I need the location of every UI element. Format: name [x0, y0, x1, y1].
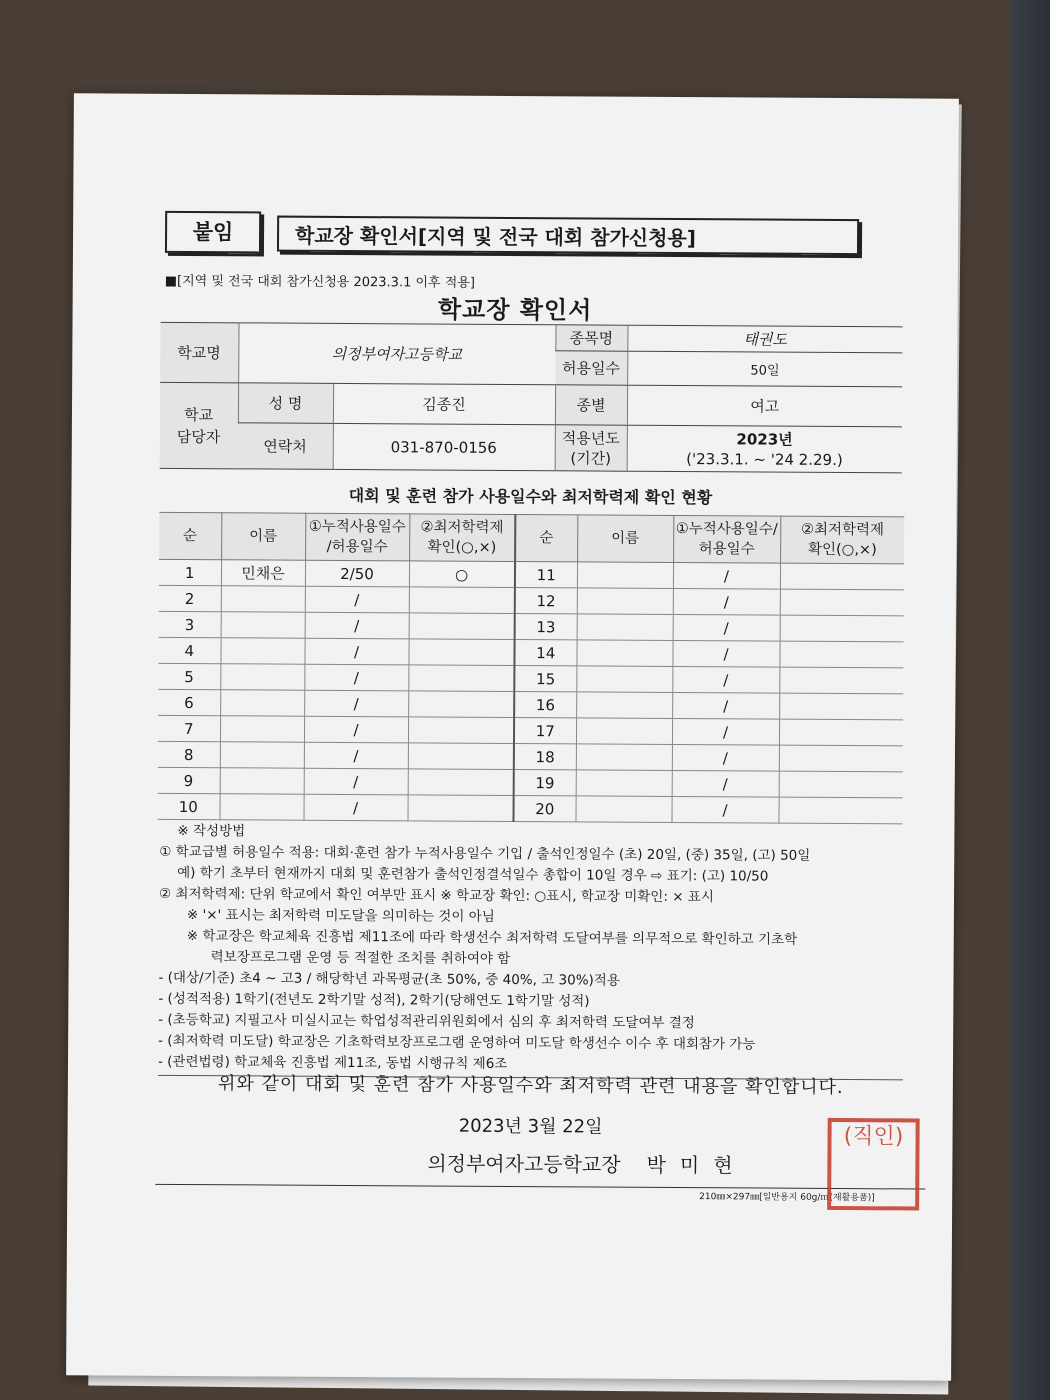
col-check-left: ②최저학력제 확인(○,×)	[409, 514, 515, 562]
col-days-right: ①누적사용일수/ 허용일수	[673, 515, 780, 563]
col-check-right: ②최저학력제 확인(○,×)	[780, 516, 904, 564]
cell-no: 3	[159, 611, 221, 637]
cell-days: /	[672, 744, 779, 771]
desk-edge	[1010, 0, 1050, 1400]
confirmation-statement: 위와 같이 대회 및 훈련 참가 사용일수와 최저학력 관련 내용을 확인합니다.	[218, 1073, 844, 1099]
year-value-cell	[627, 425, 902, 473]
cell-check	[778, 797, 902, 824]
cell-days: /	[304, 768, 408, 795]
cell-name	[220, 768, 304, 795]
name-value: 김종진	[333, 383, 555, 424]
allowed-days-label: 허용일수	[555, 351, 627, 385]
cell-days: /	[673, 562, 780, 589]
cell-days: /	[304, 690, 408, 717]
gender-label: 종별	[555, 385, 627, 425]
signature-line	[155, 1184, 925, 1190]
cell-name	[576, 666, 672, 693]
cell-days: /	[304, 716, 408, 743]
header-title: 학교장 확인서[지역 및 전국 대회 참가신청용]	[277, 216, 859, 256]
cell-check	[409, 613, 515, 640]
cell-no: 13	[515, 614, 577, 640]
cell-no: 16	[514, 692, 576, 718]
school-info-table	[160, 322, 903, 474]
detail-3: - (초등학교) 지필고사 미실시교는 학업성적관리위원회에서 심의 후 최저학력 도달여부 결정	[158, 1011, 695, 1032]
cell-days: /	[673, 614, 780, 641]
gender-value: 여고	[627, 385, 902, 427]
cell-check	[408, 717, 514, 744]
detail-4: - (최저학력 미도달) 학교장은 기초학력보장프로그램 운영하여 미도달 학생선수 이수 후 대회참가 가능	[158, 1032, 756, 1053]
cell-days: /	[304, 638, 408, 665]
paper-size-note: 210㎜×297㎜[일반용지 60g/㎡(재활용품)]	[699, 1192, 875, 1204]
cell-check: ○	[409, 561, 515, 588]
cell-days: /	[673, 588, 780, 615]
cell-name: 민채은	[221, 560, 305, 587]
confirmation-document	[66, 93, 959, 1380]
cell-no: 6	[158, 689, 220, 715]
cell-days: /	[672, 692, 779, 719]
participation-status-table	[157, 512, 904, 825]
school-value: 의정부여자고등학교	[238, 323, 555, 385]
document-title: 학교장 확인서	[437, 295, 593, 325]
cell-check	[407, 795, 513, 822]
cell-no: 20	[513, 796, 575, 822]
col-no-right: 순	[515, 515, 577, 562]
contact-value: 031-870-0156	[333, 423, 555, 470]
cell-days: /	[672, 666, 779, 693]
cell-name	[577, 562, 673, 589]
cell-no: 9	[158, 767, 220, 793]
col-name-left: 이름	[221, 513, 305, 561]
name-label: 성 명	[238, 383, 333, 424]
cell-no: 12	[515, 588, 577, 614]
status-title: 대회 및 훈련 참가 사용일수와 최저학력제 확인 현황	[348, 485, 713, 508]
note-2b: ※ 학교장은 학교체육 진흥법 제11조에 따라 학생선수 최저학력 도달여부를 의무적으로 확인하고 기초학	[186, 928, 798, 948]
cell-no: 10	[157, 793, 219, 819]
cell-check	[408, 639, 514, 666]
cell-name	[220, 664, 304, 691]
year-value: 2023년	[736, 429, 793, 449]
col-days-left: ①누적사용일수 /허용일수	[305, 513, 409, 561]
cell-check	[408, 743, 514, 770]
cell-check	[780, 589, 904, 616]
attachment-tag: 붙임	[165, 211, 261, 254]
cell-check	[780, 563, 904, 590]
cell-name	[576, 640, 672, 667]
cell-days: /	[671, 796, 778, 823]
note-2c: 력보장프로그램 운영 등 적절한 조치를 취하여야 함	[210, 949, 511, 967]
principal-name: 박미현	[646, 1152, 747, 1178]
cell-no: 7	[158, 715, 220, 741]
status-rows	[157, 559, 904, 824]
cell-name	[576, 718, 672, 745]
cell-check	[408, 691, 514, 718]
cell-check	[779, 719, 903, 746]
cell-name	[221, 612, 305, 639]
cell-days: /	[305, 586, 409, 613]
cell-days: 2/50	[305, 560, 409, 587]
cell-no: 11	[515, 562, 577, 588]
cell-days: /	[672, 718, 779, 745]
cell-no: 5	[158, 663, 220, 689]
cell-name	[575, 796, 671, 823]
cell-days: /	[304, 664, 408, 691]
cell-name	[576, 770, 672, 797]
table-row	[157, 793, 902, 824]
event-value: 태권도	[627, 325, 902, 353]
note-2: ② 최저학력제: 단위 학교에서 확인 여부만 표시 ※ 학교장 확인: ○표시, 학교장 미확인: × 표시	[158, 885, 714, 906]
cell-days: /	[672, 640, 779, 667]
cell-check	[408, 769, 514, 796]
period-value: ('23.3.1. ~ '24 2.29.)	[686, 449, 843, 469]
cell-check	[780, 615, 904, 642]
principal-line	[427, 1147, 746, 1178]
cell-name	[576, 692, 672, 719]
issue-date: 2023년 3월 22일	[458, 1115, 603, 1138]
school-label: 학교명	[160, 322, 238, 382]
cell-no: 1	[159, 559, 221, 585]
cell-check	[779, 641, 903, 668]
cell-name	[220, 638, 304, 665]
note-2a: ※ '×' 표시는 최저학력 미도달을 의미하는 것이 아님	[186, 907, 495, 925]
cell-check	[779, 745, 903, 772]
col-no-left: 순	[159, 512, 221, 559]
cell-no: 2	[159, 585, 221, 611]
note-1b: 예) 학기 초부터 현재까지 대회 및 훈련참가 출석인정결석일수 총합이 10일 경우 ⇨ 표기: (고) 10/50	[177, 864, 769, 885]
allowed-days-value: 50일	[627, 351, 902, 387]
cell-name	[220, 716, 304, 743]
cell-check	[779, 771, 903, 798]
cell-days: /	[303, 794, 407, 821]
cell-check	[779, 693, 903, 720]
apply-note: ■[지역 및 전국 대회 참가신청용 2023.3.1 이후 적용]	[164, 273, 475, 291]
cell-name	[576, 744, 672, 771]
cell-name	[219, 794, 303, 821]
cell-no: 19	[514, 770, 576, 796]
event-label: 종목명	[555, 325, 627, 351]
cell-check	[779, 667, 903, 694]
cell-name	[220, 690, 304, 717]
year-label: 적용년도 (기간)	[555, 425, 627, 471]
detail-1: - (대상/기준) 초4 ~ 고3 / 해당학년 과목평균(초 50%, 중 40%, 고 30%)적용	[158, 969, 620, 989]
col-name-right: 이름	[577, 515, 673, 563]
cell-name	[577, 614, 673, 641]
instructions	[158, 821, 905, 1081]
detail-2: - (성적적용) 1학기(전년도 2학기말 성적), 2학기(당해연도 1학기말 성적)	[158, 990, 590, 1010]
cell-no: 18	[514, 744, 576, 770]
cell-check	[408, 665, 514, 692]
school-principal-title: 의정부여자고등학교장	[427, 1151, 621, 1177]
official-seal-stamp	[827, 1118, 920, 1211]
cell-check	[409, 587, 515, 614]
notes-heading: ※ 작성방법	[177, 822, 246, 840]
cell-name	[220, 742, 304, 769]
detail-5: - (관련법령) 학교체육 진흥법 제11조, 동법 시행규칙 제6조	[157, 1053, 508, 1072]
document-header	[165, 211, 865, 255]
cell-name	[221, 586, 305, 613]
cell-name	[577, 588, 673, 615]
cell-no: 15	[514, 666, 576, 692]
seal-text: (직인)	[843, 1124, 904, 1150]
cell-days: /	[305, 612, 409, 639]
cell-no: 14	[514, 640, 576, 666]
cell-no: 17	[514, 718, 576, 744]
cell-days: /	[304, 742, 408, 769]
cell-no: 4	[158, 637, 220, 663]
manager-label: 학교 담당자	[160, 382, 239, 468]
cell-days: /	[672, 770, 779, 797]
cell-no: 8	[158, 741, 220, 767]
note-1a: ① 학교급별 허용일수 적용: 대회·훈련 참가 누적사용일수 기입 / 출석인정일수 (초) 20일, (중) 35일, (고) 50일	[159, 843, 811, 864]
contact-label: 연락처	[238, 423, 333, 470]
